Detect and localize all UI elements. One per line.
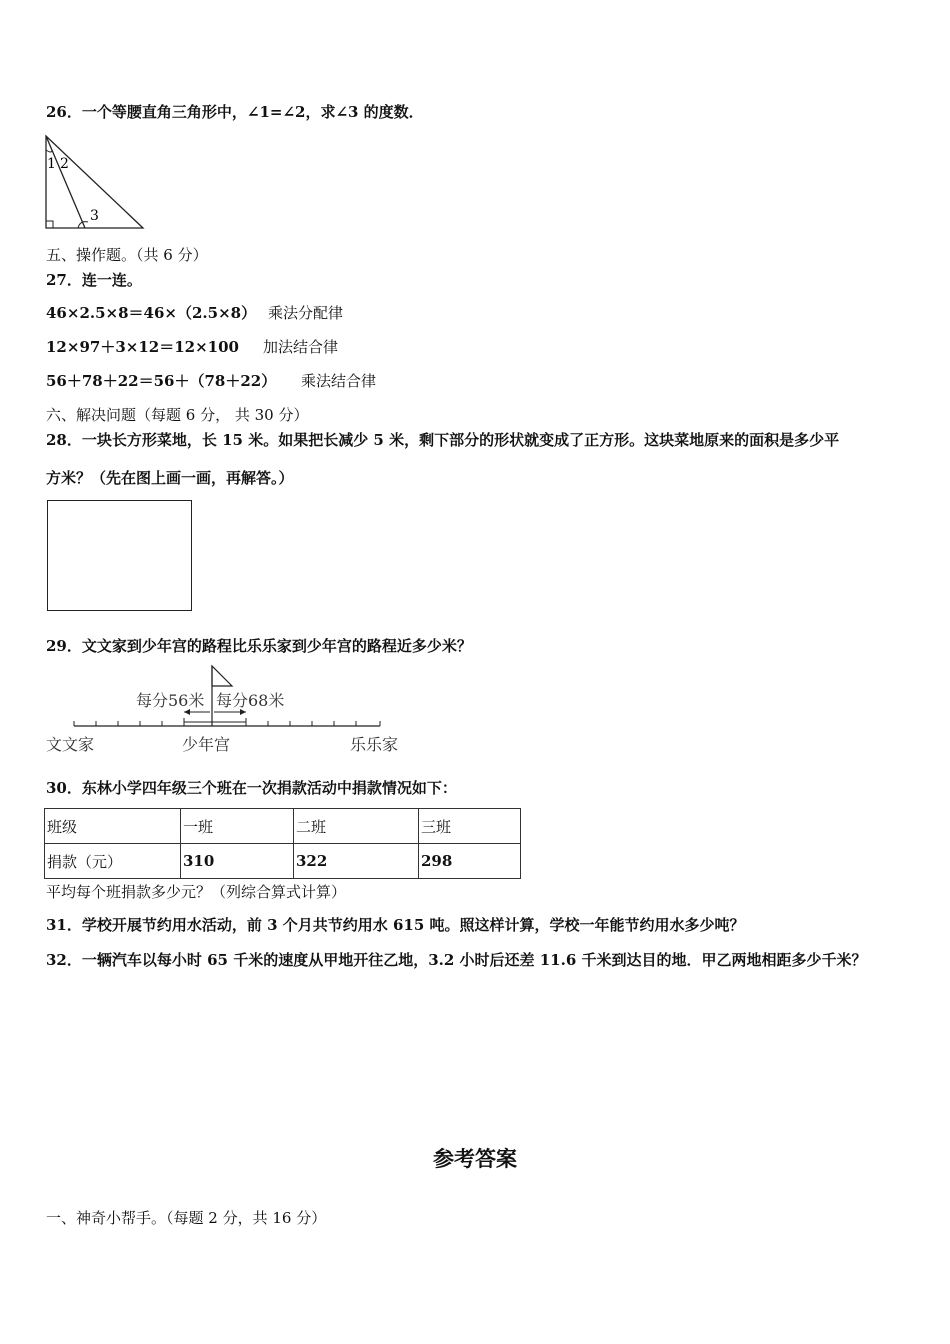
place-shaoniangong: 少年宫	[182, 735, 231, 754]
q27-expr-2: 12×97＋3×12＝12×100	[46, 338, 239, 356]
right-speed-label: 每分68米	[216, 691, 285, 710]
table-header-row	[45, 809, 521, 844]
angle3-label: 3	[90, 208, 99, 224]
donation-table	[44, 808, 521, 879]
section6-heading: 六、解决问题（每题 6 分， 共 30 分）	[46, 406, 309, 424]
table-cell: 310	[181, 844, 294, 879]
q27-expr-1: 46×2.5×8＝46×（2.5×8）	[46, 304, 257, 322]
place-wenwen: 文文家	[46, 735, 95, 754]
q30-text: 30．东林小学四年级三个班在一次捐款活动中捐款情况如下：	[46, 779, 457, 797]
q31-text: 31．学校开展节约用水活动，前 3 个月共节约用水 615 吨。照这样计算，学校一年能节约用水多少吨？	[46, 916, 745, 934]
table-cell: 三班	[419, 809, 521, 844]
q28-rectangle	[47, 500, 192, 611]
table-row	[45, 844, 521, 879]
table-cell: 捐款（元）	[45, 844, 181, 879]
q27-law-1: 乘法分配律	[268, 304, 344, 322]
place-lele: 乐乐家	[350, 735, 399, 754]
q27-law-3: 乘法结合律	[301, 372, 377, 390]
angle1-label: 1	[47, 156, 56, 172]
q30-question: 平均每个班捐款多少元？（列综合算式计算）	[46, 883, 347, 901]
table-cell: 322	[294, 844, 419, 879]
table-cell: 二班	[294, 809, 419, 844]
route-figure	[44, 664, 424, 764]
angle2-label: 2	[60, 156, 69, 172]
table-cell: 班级	[45, 809, 181, 844]
table-cell: 298	[419, 844, 521, 879]
q27-expr-3: 56＋78＋22＝56＋（78＋22）	[46, 372, 277, 390]
section5-heading: 五、操作题。（共 6 分）	[46, 246, 208, 264]
table-cell: 一班	[181, 809, 294, 844]
q27-law-2: 加法结合律	[263, 338, 339, 356]
triangle-figure	[40, 132, 150, 232]
q27-text: 27．连一连。	[46, 271, 142, 289]
q28-line2: 方米？（先在图上画一画，再解答。）	[46, 469, 294, 487]
answers-section1: 一、神奇小帮手。（每题 2 分，共 16 分）	[46, 1209, 327, 1227]
answers-title: 参考答案	[433, 1147, 517, 1171]
left-speed-label: 每分56米	[136, 691, 205, 710]
q28-line1: 28．一块长方形菜地，长 15 米。如果把长减少 5 米，剩下部分的形状就变成了正方形。这块菜地原来的面积是多少平	[46, 431, 840, 449]
q32-text: 32．一辆汽车以每小时 65 千米的速度从甲地开往乙地，3.2 小时后还差 11.6 千米到达目的地．甲乙两地相距多少千米？	[46, 951, 867, 969]
q29-text: 29．文文家到少年宫的路程比乐乐家到少年宫的路程近多少米？	[46, 637, 472, 655]
q26-text: 26．一个等腰直角三角形中，∠1=∠2，求∠3 的度数．	[46, 103, 424, 121]
